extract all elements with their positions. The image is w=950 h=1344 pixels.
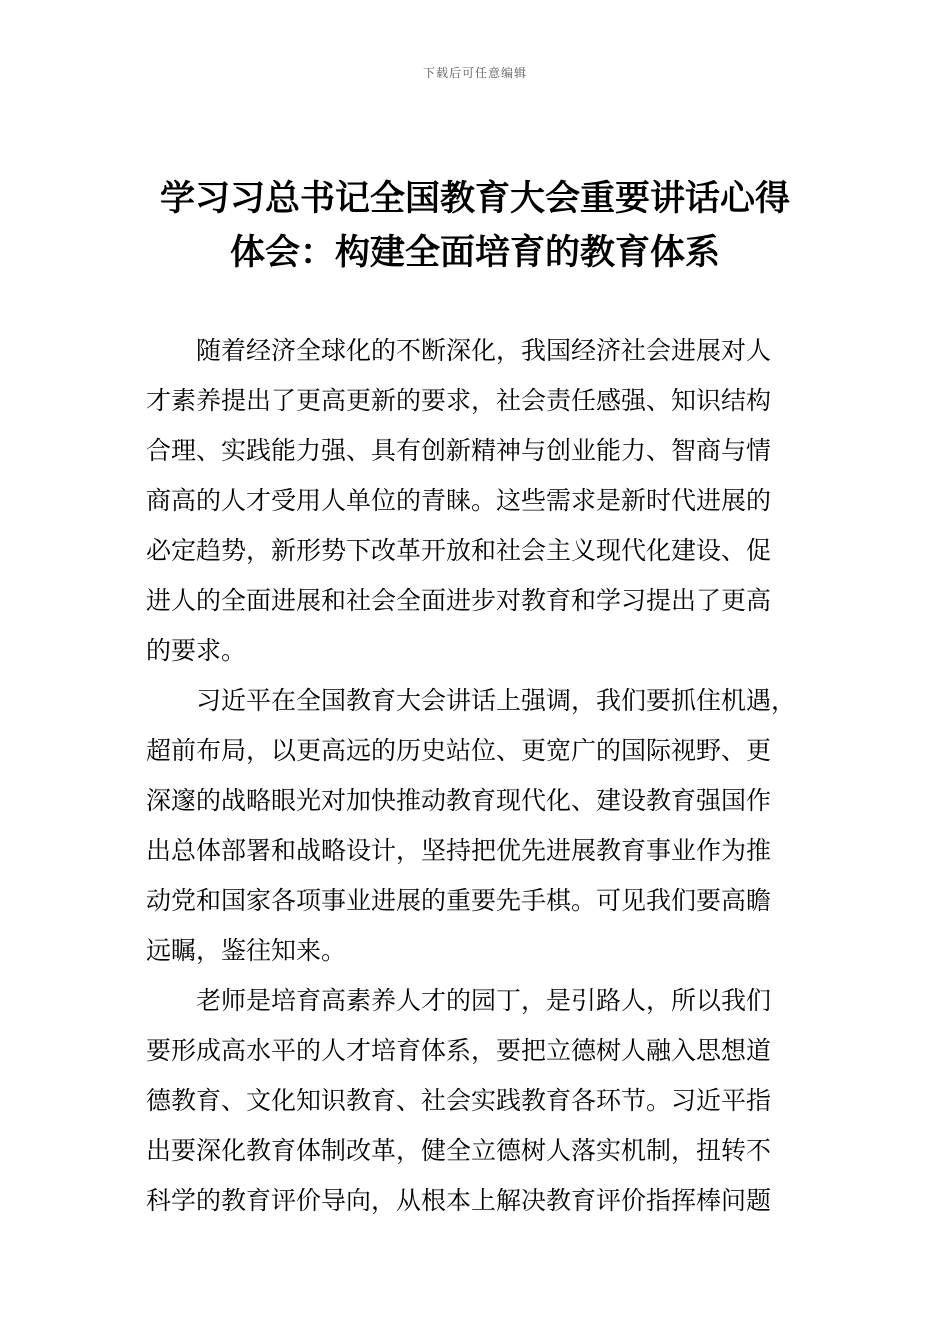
text-line: 合理、实践能力强、具有创新精神与创业能力、智商与情 [146,436,772,465]
text-line: 随着经济全球化的不断深化，我国经济社会进展对人 [196,336,772,365]
text-line: 德教育、文化知识教育、社会实践教育各环节。习近平指 [146,1086,772,1115]
text-line: 老师是培育高素养人才的园丁，是引路人，所以我们 [196,986,772,1015]
text-line: 习近平在全国教育大会讲话上强调，我们要抓住机遇， [196,686,797,715]
text-line: 商高的人才受用人单位的青睐。这些需求是新时代进展的 [146,486,772,515]
document-body [146,326,826,1226]
text-line: 才素养提出了更高更新的要求，社会责任感强、知识结构 [146,386,772,415]
text-line: 要形成高水平的人才培育体系，要把立德树人融入思想道 [146,1036,772,1065]
header-note: 下载后可任意编辑 [422,66,527,80]
document-title [100,172,850,280]
text-line: 进人的全面进展和社会全面进步对教育和学习提出了更高 [146,586,772,615]
text-line: 出总体部署和战略设计，坚持把优先进展教育事业作为推 [146,836,772,865]
text-line: 的要求。 [146,636,247,665]
text-line: 动党和国家各项事业进展的重要先手棋。可见我们要高瞻 [146,886,772,915]
paragraph-2 [146,676,826,976]
paragraph-1 [146,326,826,676]
text-line: 科学的教育评价导向，从根本上解决教育评价指挥棒问题 [146,1186,772,1215]
text-line: 远瞩，鉴往知来。 [146,936,347,965]
title-line-1: 学习习总书记全国教育大会重要讲话心得 [159,179,790,219]
paragraph-3 [146,976,826,1226]
title-line-2: 体会：构建全面培育的教育体系 [229,233,720,273]
text-line: 深邃的战略眼光对加快推动教育现代化、建设教育强国作 [146,786,772,815]
text-line: 超前布局，以更高远的历史站位、更宽广的国际视野、更 [146,736,772,765]
text-line: 必定趋势，新形势下改革开放和社会主义现代化建设、促 [146,536,772,565]
text-line: 出要深化教育体制改革，健全立德树人落实机制，扭转不 [146,1136,772,1165]
